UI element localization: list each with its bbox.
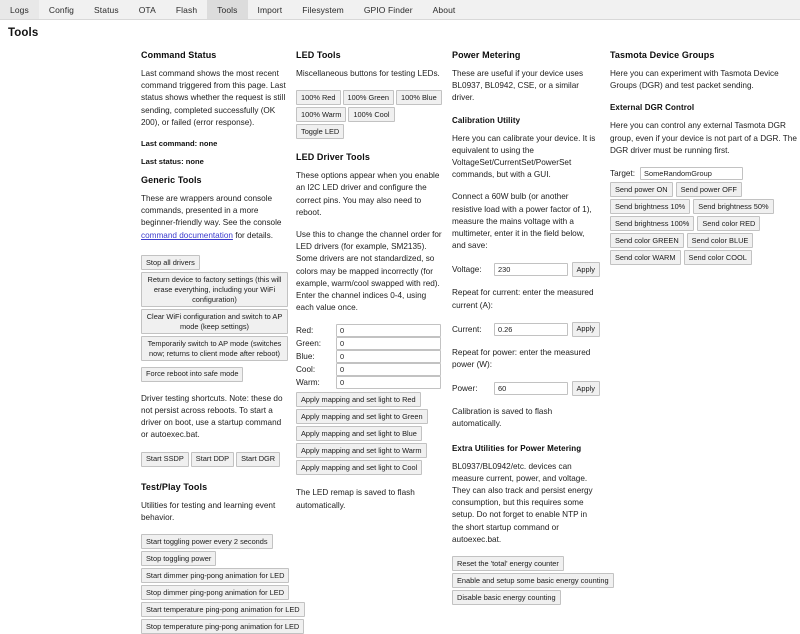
- tab-tools[interactable]: Tools: [207, 0, 247, 19]
- stop-temperature-pingpong-button[interactable]: Stop temperature ping-pong animation for LED: [141, 619, 304, 634]
- enable-energy-counting-button[interactable]: Enable and setup some basic energy counting: [452, 573, 614, 588]
- led-tools-description: Miscellaneous buttons for testing LEDs.: [296, 69, 440, 78]
- tab-flash[interactable]: Flash: [175, 4, 198, 15]
- column-command-status: [141, 50, 300, 631]
- temporary-ap-mode-button[interactable]: Temporarily switch to AP mode (switches now; returns to client mode after reboot): [141, 336, 288, 361]
- stop-dimmer-pingpong-button[interactable]: Stop dimmer ping-pong animation for LED: [141, 585, 289, 600]
- send-brightness-50-button[interactable]: Send brightness 50%: [693, 199, 773, 214]
- power-label: Power:: [452, 384, 478, 394]
- led-driver-tools-heading: LED Driver Tools: [296, 152, 370, 163]
- force-safe-mode-reboot-button[interactable]: Force reboot into safe mode: [141, 367, 243, 382]
- current-calibration-note: Repeat for current: enter the measured current (A):: [452, 288, 594, 310]
- send-power-off-button[interactable]: Send power OFF: [676, 182, 742, 197]
- dgr-command-buttons: [610, 182, 800, 267]
- column-led-tools: [296, 50, 444, 510]
- channel-row-blue: [296, 350, 444, 363]
- extra-utilities-description: BL0937/BL0942/etc. devices can measure current, power, and voltage. They can also track and persist energy consumption, but this requires some setup. Do not forget to enable NTP in the short startup command or autoexec.bat.: [452, 461, 593, 544]
- send-color-red-button[interactable]: Send color RED: [697, 216, 760, 231]
- voltage-input[interactable]: [494, 263, 568, 276]
- start-dgr-button[interactable]: Start DGR: [236, 452, 280, 467]
- current-calibration-row: [452, 322, 600, 337]
- tab-config[interactable]: Config: [48, 4, 75, 15]
- driver-testing-note: Driver testing shortcuts. Note: these do not persist across reboots. To start a driver on boot, use a startup command or autoexec.bat.: [141, 393, 283, 440]
- external-dgr-heading: External DGR Control: [610, 103, 695, 113]
- test-play-tools-description: Utilities for testing and learning event behavior.: [141, 500, 276, 522]
- power-apply-button[interactable]: Apply: [572, 381, 601, 396]
- tab-import[interactable]: Import: [257, 4, 283, 15]
- led-remap-footer-note: The LED remap is saved to flash automatically.: [296, 488, 415, 510]
- column-device-groups: [610, 50, 800, 504]
- led-channel-mapping-form: [296, 324, 444, 389]
- tab-filesystem[interactable]: Filesystem: [302, 4, 344, 15]
- apply-mapping-blue-button[interactable]: Apply mapping and set light to Blue: [296, 426, 422, 441]
- power-metering-heading: Power Metering: [452, 50, 521, 60]
- led-tools-heading: LED Tools: [296, 50, 341, 60]
- led-100-red-button[interactable]: 100% Red: [296, 90, 341, 105]
- calibration-save-note: Calibration is saved to flash automatically.: [452, 407, 553, 429]
- channel-label-cool: Cool:: [296, 365, 316, 375]
- apply-mapping-warm-button[interactable]: Apply mapping and set light to Warm: [296, 443, 427, 458]
- power-calibration-row: [452, 381, 600, 396]
- extra-utilities-buttons: [452, 556, 609, 605]
- tab-about[interactable]: About: [432, 4, 456, 15]
- extra-utilities-heading: Extra Utilities for Power Metering: [452, 443, 582, 453]
- generic-tools-buttons: [141, 252, 288, 384]
- test-play-tools-buttons: [141, 534, 300, 634]
- channel-row-red: [296, 324, 444, 337]
- voltage-label: Voltage:: [452, 265, 482, 275]
- last-command-value: Last command: none: [141, 139, 218, 149]
- power-metering-description: These are useful if your device uses BL0937, BL0942, CSE, or a similar driver.: [452, 69, 584, 103]
- current-input[interactable]: [494, 323, 568, 336]
- generic-tools-desc-post: for details.: [232, 230, 273, 240]
- channel-input-blue[interactable]: [336, 350, 441, 363]
- send-color-green-button[interactable]: Send color GREEN: [610, 233, 684, 248]
- last-status-value: Last status: none: [141, 157, 204, 167]
- start-dimmer-pingpong-button[interactable]: Start dimmer ping-pong animation for LED: [141, 568, 289, 583]
- voltage-calibration-row: [452, 262, 600, 277]
- send-color-cool-button[interactable]: Send color COOL: [684, 250, 752, 265]
- led-100-warm-button[interactable]: 100% Warm: [296, 107, 346, 122]
- generic-tools-desc-pre: These are wrappers around console commands, presented in a more beginner-friendly way. See the console: [141, 194, 282, 228]
- led-100-green-button[interactable]: 100% Green: [343, 90, 395, 105]
- start-temperature-pingpong-button[interactable]: Start temperature ping-pong animation for LED: [141, 602, 305, 617]
- tools-columns: [0, 50, 800, 631]
- reset-total-energy-button[interactable]: Reset the 'total' energy counter: [452, 556, 564, 571]
- send-power-on-button[interactable]: Send power ON: [610, 182, 673, 197]
- command-documentation-link[interactable]: command documentation: [141, 230, 233, 240]
- page-title: Tools: [8, 27, 39, 39]
- led-driver-description-2: Use this to change the channel order for LED drivers (for example, SM2135). Some drivers are not standardized, so colors may be mapped incorrectly (for example, warm/cool swapped with red). Enter the channel indices 0-4, using each value once.: [296, 230, 442, 313]
- dgr-target-input[interactable]: [640, 167, 743, 180]
- tab-ota[interactable]: OTA: [138, 4, 156, 15]
- column-power-metering: [452, 50, 609, 602]
- calibration-description-1: Here you can calibrate your device. It is equivalent to using the VoltageSet/CurrentSet/PowerSet commands, but with a GUI.: [452, 133, 596, 180]
- generic-tools-description: [141, 193, 288, 242]
- tab-status[interactable]: Status: [94, 4, 119, 15]
- stop-all-drivers-button[interactable]: Stop all drivers: [141, 255, 200, 270]
- driver-start-buttons: [141, 452, 288, 469]
- main-navigation-tabs: [0, 0, 800, 20]
- device-groups-description: Here you can experiment with Tasmota Device Groups (DGR) and test packet sending.: [610, 69, 779, 91]
- led-tools-buttons: [296, 90, 444, 141]
- start-toggle-power-button[interactable]: Start toggling power every 2 seconds: [141, 534, 273, 549]
- command-status-description: Last command shows the most recent command triggered from this page. Last status shows whether the request is still sending, completed successfully (OK 200), or failed (error response).: [141, 69, 286, 127]
- factory-reset-button[interactable]: Return device to factory settings (this will erase everything, including your WiFi configuration): [141, 272, 288, 307]
- channel-row-green: [296, 337, 444, 350]
- send-color-blue-button[interactable]: Send color BLUE: [687, 233, 754, 248]
- channel-input-warm[interactable]: [336, 376, 441, 389]
- channel-input-cool[interactable]: [336, 363, 441, 376]
- tab-gpio-finder[interactable]: GPIO Finder: [363, 4, 413, 15]
- channel-input-red[interactable]: [336, 324, 441, 337]
- apply-mapping-red-button[interactable]: Apply mapping and set light to Red: [296, 392, 421, 407]
- channel-label-blue: Blue:: [296, 352, 315, 362]
- send-brightness-10-button[interactable]: Send brightness 10%: [610, 199, 690, 214]
- channel-row-cool: [296, 363, 444, 376]
- start-ddp-button[interactable]: Start DDP: [191, 452, 234, 467]
- dgr-target-row: [610, 167, 800, 180]
- channel-input-green[interactable]: [336, 337, 441, 350]
- external-dgr-description: Here you can control any external Tasmota DGR group, even if your device is not part of a DGR. The DGR driver must be running first.: [610, 121, 797, 155]
- power-input[interactable]: [494, 382, 568, 395]
- stop-toggle-power-button[interactable]: Stop toggling power: [141, 551, 216, 566]
- dgr-target-label: Target:: [610, 169, 636, 179]
- led-100-blue-button[interactable]: 100% Blue: [396, 90, 442, 105]
- current-apply-button[interactable]: Apply: [572, 322, 601, 337]
- start-ssdp-button[interactable]: Start SSDP: [141, 452, 189, 467]
- send-brightness-100-button[interactable]: Send brightness 100%: [610, 216, 694, 231]
- toggle-led-button[interactable]: Toggle LED: [296, 124, 344, 139]
- channel-label-warm: Warm:: [296, 378, 320, 388]
- device-groups-heading: Tasmota Device Groups: [610, 50, 715, 60]
- channel-label-red: Red:: [296, 326, 314, 336]
- voltage-apply-button[interactable]: Apply: [572, 262, 601, 277]
- apply-mapping-buttons: [296, 392, 444, 475]
- channel-label-green: Green:: [296, 339, 322, 349]
- command-status-heading: Command Status: [141, 50, 217, 60]
- power-calibration-note: Repeat for power: enter the measured power (W):: [452, 347, 591, 370]
- led-100-cool-button[interactable]: 100% Cool: [348, 107, 394, 122]
- send-color-warm-button[interactable]: Send color WARM: [610, 250, 681, 265]
- clear-wifi-ap-mode-button[interactable]: Clear WiFi configuration and switch to AP mode (keep settings): [141, 309, 288, 334]
- channel-row-warm: [296, 376, 444, 389]
- disable-energy-counting-button[interactable]: Disable basic energy counting: [452, 590, 561, 605]
- generic-tools-heading: Generic Tools: [141, 175, 202, 186]
- test-play-tools-heading: Test/Play Tools: [141, 481, 208, 492]
- apply-mapping-cool-button[interactable]: Apply mapping and set light to Cool: [296, 460, 422, 475]
- led-driver-description-1: These options appear when you enable an I2C LED driver and configure the correct pins. You may also need to reboot.: [296, 171, 440, 217]
- current-label: Current:: [452, 324, 482, 334]
- calibration-utility-heading: Calibration Utility: [452, 115, 521, 125]
- apply-mapping-green-button[interactable]: Apply mapping and set light to Green: [296, 409, 428, 424]
- tab-logs[interactable]: Logs: [0, 0, 39, 19]
- calibration-description-2: Connect a 60W bulb (or another resistive load with a power factor of 1), measure the mains voltage with a multimeter, enter it in the field below, and save:: [452, 192, 592, 251]
